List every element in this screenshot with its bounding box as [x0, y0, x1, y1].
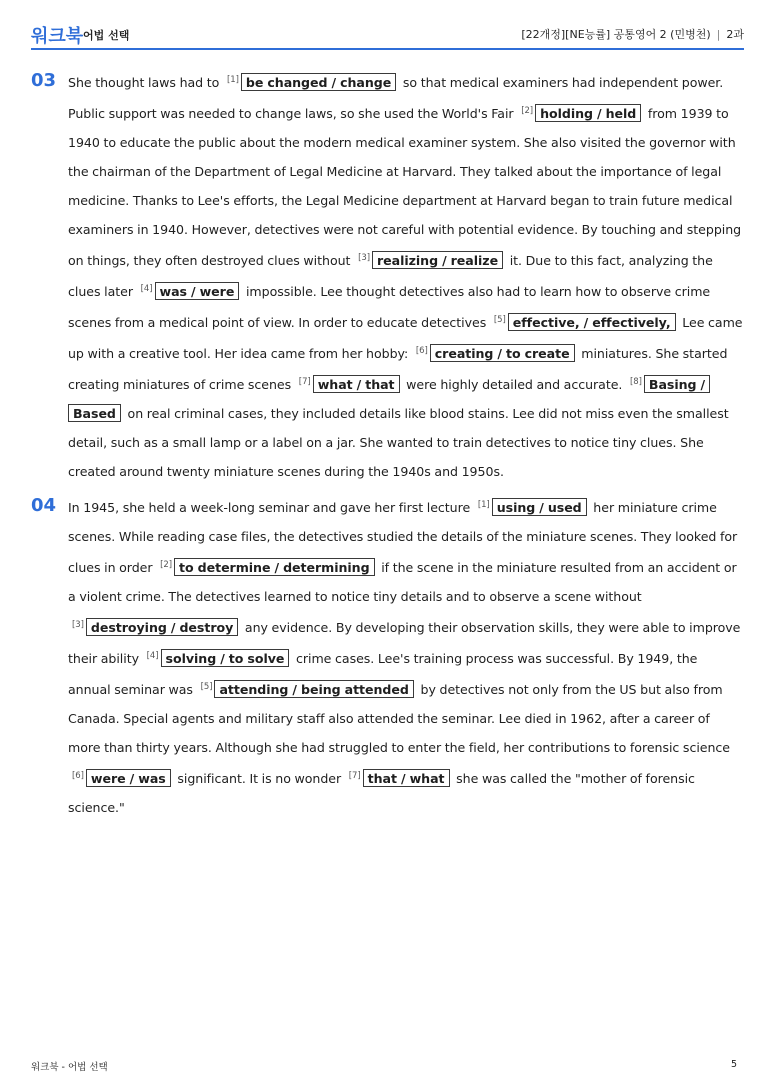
passage-text-segment: Lee came up with a creative tool. Her idea came from her hobby:: [68, 315, 743, 361]
question-number-marker: [8]: [630, 377, 642, 387]
question-number-marker: [1]: [226, 75, 239, 85]
question-number-marker: [3]: [72, 620, 84, 630]
grammar-choice-box: Basing / Based: [68, 375, 710, 422]
grammar-choice-box: what / that: [313, 375, 400, 393]
question-number-marker: [2]: [160, 560, 173, 570]
passage-number: 03: [31, 70, 57, 91]
page-header: [31, 18, 744, 50]
grammar-choice-box: attending / being attended: [214, 680, 413, 698]
question-number-marker: [4]: [140, 284, 153, 294]
course-title: [22개정][NE능률] 공통영어 2 (민병천): [521, 28, 711, 41]
question-number-marker: [1]: [477, 500, 490, 510]
question-number-marker: [5]: [200, 682, 213, 692]
question-number-marker: [7]: [348, 771, 361, 781]
passage-text-segment: she was called the "mother of forensic science.": [68, 771, 695, 815]
question-number-marker: [3]: [358, 253, 370, 263]
question-number-marker: [6]: [72, 771, 84, 781]
grammar-choice-box: realizing / realize: [372, 251, 503, 269]
passage-text-segment: were highly detailed and accurate.: [402, 377, 627, 392]
grammar-choice-box: were / was: [86, 769, 171, 787]
passage-text-segment: by detectives not only from the US but also from Canada. Special agents and military staff also attended the seminar. Lee died in 1962, after a career of more than thirty years. Although she had struggled to enter the field, her contributions to forensic science: [68, 682, 730, 755]
passage-section-03: [31, 66, 743, 486]
passage-text-segment: if the scene in the miniature resulted from an accident or a violent crime. The detectives learned to notice tiny details and to observe a scene without: [68, 560, 737, 604]
passage-section-04: [31, 491, 743, 822]
header-subtitle: 어법 선택: [83, 29, 130, 42]
passage-text-segment: any evidence. By developing their observation skills, they were able to improve their ability: [68, 620, 741, 666]
grammar-choice-box: was / were: [155, 282, 240, 300]
passage-text-segment: it. Due to this fact, analyzing the clues later: [68, 253, 713, 299]
passage-text-segment: on real criminal cases, they included details like blood stains. Lee did not miss even the smallest detail, such as a small lamp or a label on a jar. She wanted to train detectives to notice tiny clues. She created around twenty miniature scenes during the 1940s and 1950s.: [68, 406, 729, 479]
grammar-choice-box: that / what: [363, 769, 450, 787]
question-number-marker: [5]: [493, 315, 506, 325]
passage-text-segment: from 1939 to 1940 to educate the public about the modern medical examiner system. She also visited the governor with the chairman of the Department of Legal Medicine at Harvard. They talked about the importance of legal medicine. Thanks to Lee's efforts, the Legal Medicine department at Harvard began to train future medical examiners in 1940. However, detectives were not careful with potential evidence. By touching and stepping on things, they often destroyed clues without: [68, 106, 742, 268]
passage-text-segment: She thought laws had to: [68, 75, 223, 90]
passage-text-segment: In 1945, she held a week-long seminar and gave her first lecture: [68, 500, 474, 515]
passage-text-segment: significant. It is no wonder: [173, 771, 345, 786]
passage-text-segment: impossible. Lee thought detectives also had to learn how to observe crime scenes from a medical point of view. In order to educate detectives: [68, 284, 711, 330]
passage-text: [68, 66, 743, 486]
brand-title: 워크북: [31, 26, 84, 47]
question-number-marker: [2]: [521, 106, 534, 116]
grammar-choice-box: solving / to solve: [161, 649, 290, 667]
lesson-label: 2과: [726, 28, 744, 41]
question-number-marker: [4]: [146, 651, 159, 661]
grammar-choice-box: be changed / change: [241, 73, 396, 91]
grammar-choice-box: effective, / effectively,: [508, 313, 676, 331]
grammar-choice-box: to determine / determining: [174, 558, 375, 576]
header-separator: |: [716, 28, 721, 41]
footer-title: 워크북 - 어법 선택: [31, 1062, 108, 1073]
passage-text-segment: her miniature crime scenes. While reading case files, the detectives studied the details of the miniature scenes. They looked for clues in order: [68, 500, 738, 575]
header-course-info: [521, 26, 744, 42]
passage-text: [68, 491, 743, 822]
grammar-choice-box: holding / held: [535, 104, 641, 122]
grammar-choice-box: creating / to create: [430, 344, 575, 362]
question-number-marker: [6]: [415, 346, 428, 356]
grammar-choice-box: using / used: [492, 498, 587, 516]
passage-number: 04: [31, 495, 57, 516]
question-number-marker: [7]: [298, 377, 311, 387]
passage-text-segment: crime cases. Lee's training process was successful. By 1949, the annual seminar was: [68, 651, 698, 697]
passage-text-segment: miniatures. She started creating miniatures of crime scenes: [68, 346, 728, 392]
passage-text-segment: so that medical examiners had independent power. Public support was needed to change laws, so she used the World's Fair: [68, 75, 724, 121]
page-number: 5: [730, 1059, 737, 1070]
grammar-choice-box: destroying / destroy: [86, 618, 238, 636]
